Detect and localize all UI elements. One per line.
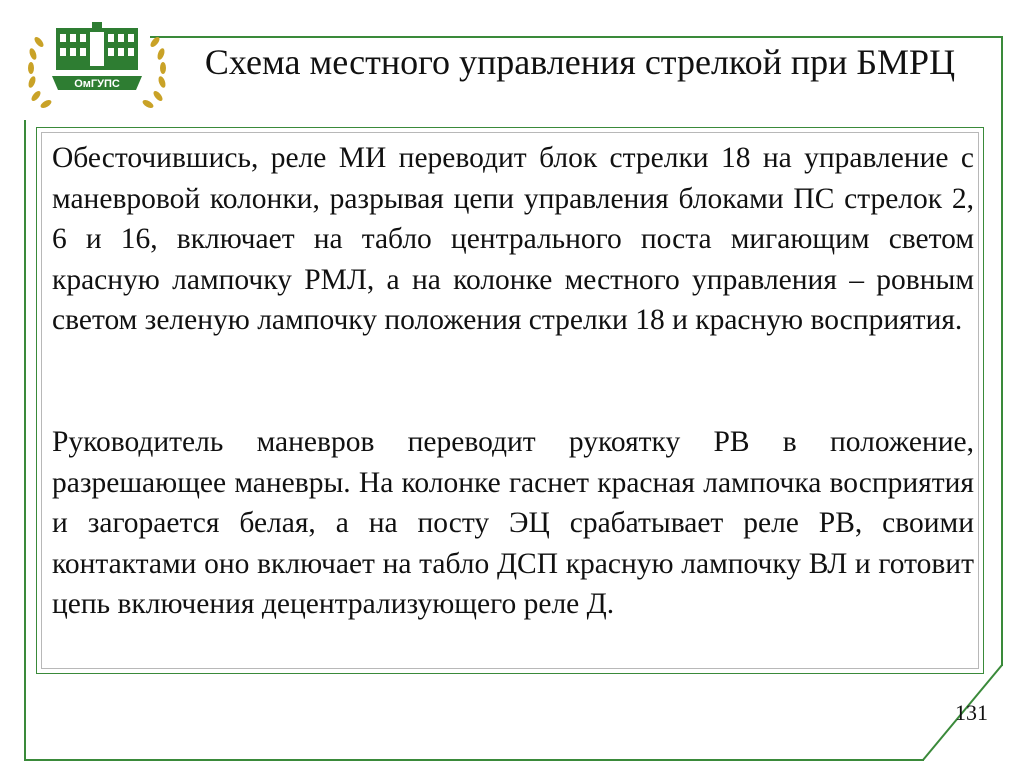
university-logo [22, 18, 172, 118]
content-box [36, 127, 984, 674]
slide-title: Схема местного управления стрелкой при БМРЦ [204, 42, 956, 82]
paragraph-1: Обесточившись, реле МИ переводит блок стрелки 18 на управление с маневровой колонки, разрывая цепи управления блоками ПС стрелок 2, 6 и 16, включает на табло центрального поста мигающим светом красную лампочку РМЛ, а на колонке местного управления – ровным светом зеленую лампочку положения стрелки 18 и красную восприятия. [52, 142, 974, 336]
paragraph-2: Руководитель маневров переводит рукоятку РВ в положение, разрешающее маневры. На колонке гаснет красная лампочка восприятия и загорается белая, а на посту ЭЦ срабатывает реле РВ, своими контактами оно включает на табло ДСП красную лампочку ВЛ и готовит цепь включения децентрализующего реле Д. [52, 426, 974, 620]
logo-text: ОмГУПС [74, 78, 120, 90]
page-number: 131 [955, 700, 988, 725]
